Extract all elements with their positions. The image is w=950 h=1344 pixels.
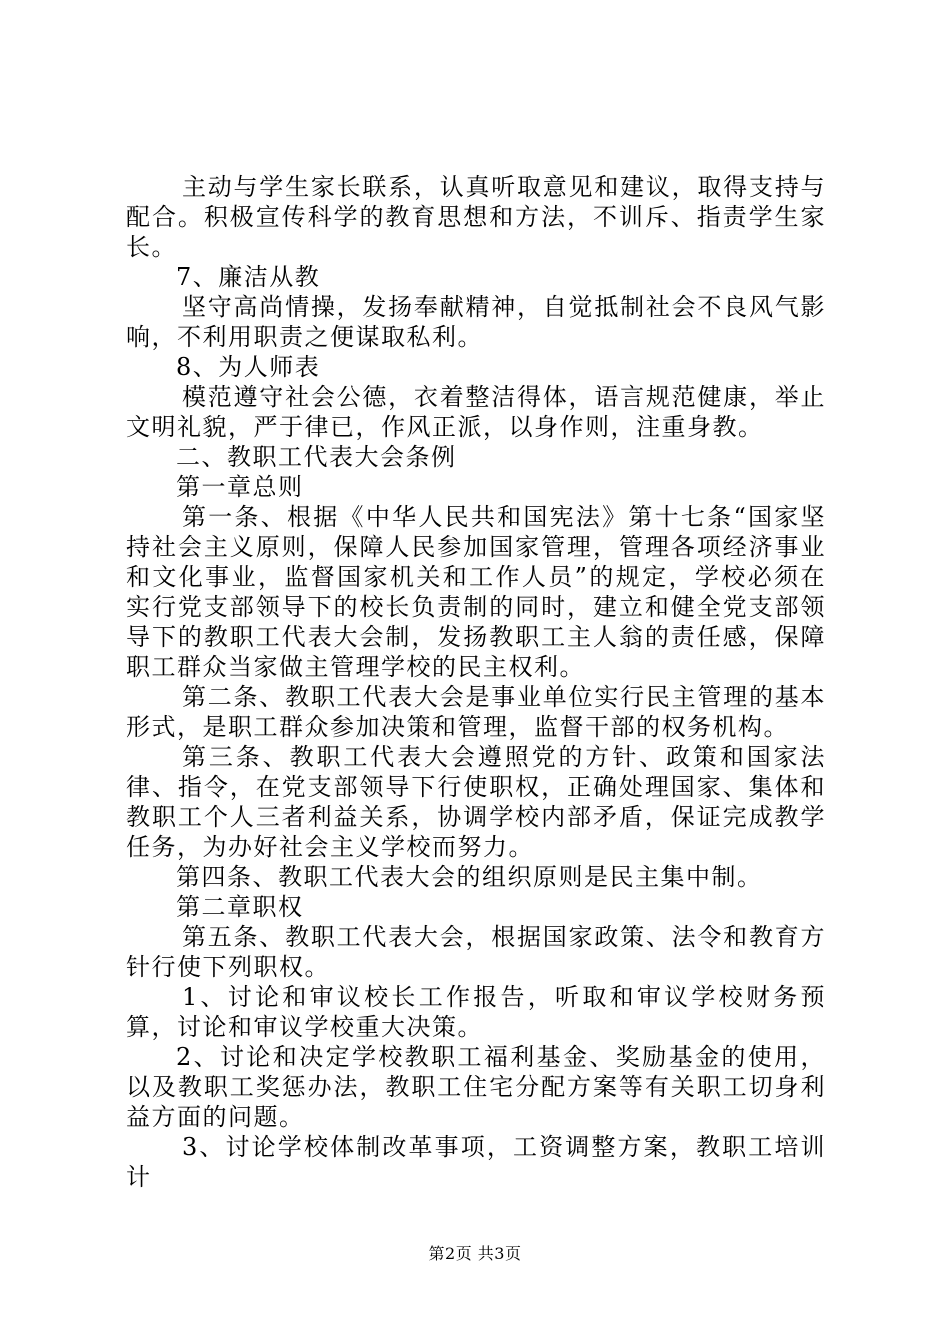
chapter-heading-powers: 第二章职权: [176, 893, 304, 921]
power-item-3: 3、讨论学校体制改革事项，工资调整方案，教职工培训计: [126, 1133, 826, 1191]
paragraph-integrity: 坚守高尚情操，发扬奉献精神，自觉抵制社会不良风气影响，不利用职责之便谋取私利。: [126, 293, 826, 351]
paragraph-parent-contact: 主动与学生家长联系，认真听取意见和建议，取得支持与配合。积极宣传科学的教育思想和方法，不训斥、指责学生家长。: [126, 173, 826, 261]
section-heading-integrity: 7、廉洁从教: [176, 263, 321, 291]
paragraph-role-model: 模范遵守社会公德，衣着整洁得体，语言规范健康，举止文明礼貌，严于律已，作风正派，以身作则，注重身教。: [126, 383, 826, 441]
page-number-footer: 第2页 共3页: [428, 1244, 522, 1263]
article-3: 第三条、教职工代表大会遵照党的方针、政策和国家法律、指令，在党支部领导下行使职权，正确处理国家、集体和教职工个人三者利益关系，协调学校内部矛盾，保证完成教学任务，为办好社会主义学校而努力。: [126, 743, 826, 861]
article-1: 第一条、根据《中华人民共和国宪法》第十七条“国家坚持社会主义原则，保障人民参加国家管理，管理各项经济事业和文化事业，监督国家机关和工作人员”的规定，学校必须在实行党支部领导下的校长负责制的同时，建立和健全党支部领导下的教职工代表大会制，发扬教职工主人翁的责任感，保障职工群众当家做主管理学校的民主权利。: [126, 503, 826, 681]
section-heading-role-model: 8、为人师表: [176, 353, 321, 381]
power-item-1: 1、讨论和审议校长工作报告，听取和审议学校财务预算，讨论和审议学校重大决策。: [126, 983, 826, 1041]
power-item-2: 2、讨论和决定学校教职工福利基金、奖励基金的使用，以及教职工奖惩办法，教职工住宅分配方案等有关职工切身利益方面的问题。: [126, 1043, 826, 1131]
chapter-heading-general: 第一章总则: [176, 473, 304, 501]
document-body: [126, 172, 826, 1192]
article-4: 第四条、教职工代表大会的组织原则是民主集中制。: [176, 863, 763, 891]
section-heading-congress-regulations: 二、教职工代表大会条例: [176, 443, 457, 471]
article-2: 第二条、教职工代表大会是事业单位实行民主管理的基本形式，是职工群众参加决策和管理，监督干部的权务机构。: [126, 683, 826, 741]
article-5: 第五条、教职工代表大会，根据国家政策、法令和教育方针行使下列职权。: [126, 923, 826, 981]
